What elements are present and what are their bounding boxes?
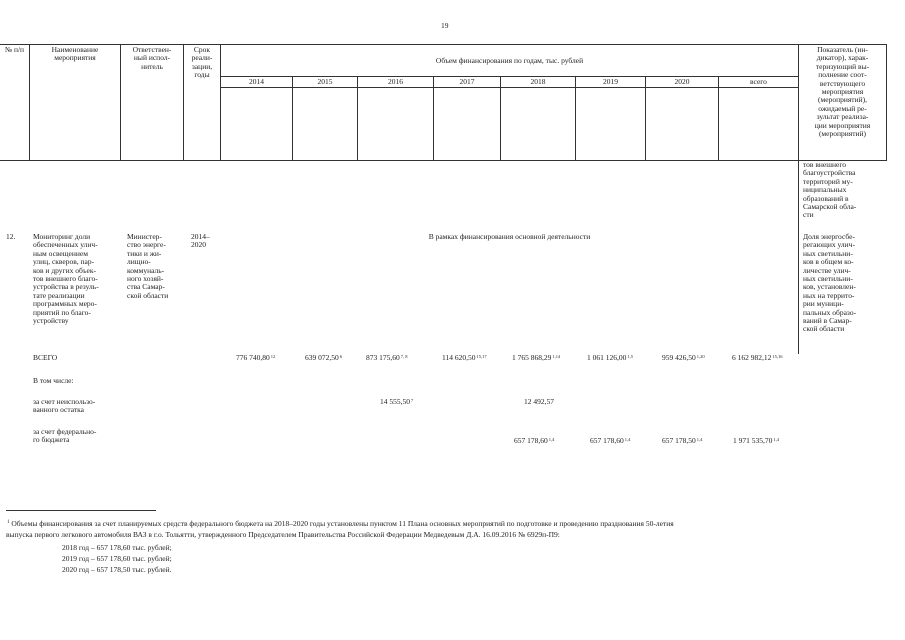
page-number: 19: [441, 21, 449, 30]
header-bottom-border: [0, 160, 887, 161]
header-col-no: № п/п: [4, 45, 25, 54]
total-label: ВСЕГО: [33, 353, 58, 362]
total-2016: 873 175,60$^{7, 8}$: [366, 353, 408, 362]
header-year-2016: 2016: [388, 77, 403, 86]
total-2020: 959 426,50$^{1,20}$: [662, 353, 705, 362]
federal-2018: 657 178,60$^{1,4}$: [514, 436, 555, 445]
unused-balance-label: за счет неиспользо- ванного остатка: [33, 397, 96, 415]
including-label: В том числе:: [33, 376, 74, 385]
col-divider: [886, 44, 887, 160]
footnote-text-line2: выпуска первого легкового автомобиля ВАЗ в г.о. Тольятти, утвержденного Председателем Правительства Российской Федерации Медведевым Д.А. 16.09.2016 № 6929п-П9:: [6, 530, 560, 539]
total-2017: 114 620,50$^{15,17}$: [442, 353, 487, 362]
unused-2016: 14 555,50$^7$: [380, 397, 414, 406]
unused-2018: 12 492,57: [524, 397, 554, 406]
row-term: 2014– 2020: [191, 232, 210, 250]
header-year-2014: 2014: [249, 77, 264, 86]
footnote-line-2020: 2020 год – 657 178,50 тыс. рублей.: [62, 565, 172, 574]
col-divider: [433, 76, 434, 160]
col-divider: [357, 76, 358, 160]
indicator-col-divider: [798, 160, 799, 354]
total-2014: 776 740,80$^{12}$: [236, 353, 276, 362]
row-executor: Министер- ство энерге- тики и жи- лищно- коммуналь- ного хозяй- ства Самар- ской области: [127, 232, 169, 300]
footnote-line-2018: 2018 год – 657 178,60 тыс. рублей;: [62, 543, 172, 552]
header-col-financing: Объем финансирования по годам, тыс. рублей: [435, 56, 584, 65]
header-year-total: всего: [750, 77, 767, 86]
federal-total: 1 971 535,70$^{1,4}$: [733, 436, 779, 445]
footnote-separator: [6, 510, 156, 511]
footnote-text-line1: $^1$ Объемы финансирования за счет планируемых средств федерального бюджета на 2018–2020 годы установлены пунктом 11 Плана основных мероприятий по подготовке и проведению празднования 50-летия: [7, 519, 674, 528]
col-divider: [500, 76, 501, 160]
header-col-indicator: Показатель (ин- дикатор), харак- теризующий вы- полнение соот- ветствующего мероприятия (мероприятий), ожидаемый ре- зультат реализа- ции мероприятия (мероприятий): [814, 45, 871, 139]
header-col-name: Наименование мероприятия: [51, 45, 99, 63]
row-indicator: Доля энергосбе- регающих улич- ных светильни- ков в общем ко- личестве улич- ных светильни- ков, установлен- ных на террито- рии муници- пальных образо- ваний в Самар- ской области: [803, 232, 857, 334]
total-all: 6 162 982,12$^{15,16}$: [732, 353, 783, 362]
total-2015: 639 072,50$^6$: [305, 353, 342, 362]
federal-budget-label: за счет федерально- го бюджета: [33, 427, 97, 445]
header-year-2020: 2020: [674, 77, 690, 86]
col-divider: [292, 76, 293, 160]
header-year-2019: 2019: [603, 77, 618, 86]
row-name: Мониторинг доли обеспеченных улич- ным освещением улиц, скверов, пар- ков и других объек- тов внешнего благо- устройства в резуль- тате реализации программных меро- приятий по благо- устройству: [33, 232, 99, 326]
col-divider: [575, 76, 576, 160]
total-2019: 1 061 126,00$^{1,5}$: [587, 353, 633, 362]
federal-2020: 657 178,50$^{1,4}$: [662, 436, 703, 445]
years-top-border: [220, 76, 798, 77]
federal-2019: 657 178,60$^{1,4}$: [590, 436, 631, 445]
header-col-term: Срок реали- зации, годы: [191, 45, 213, 80]
total-2018: 1 765 868,29$^{1,14}$: [512, 353, 561, 362]
header-year-2018: 2018: [530, 77, 546, 86]
header-year-2017: 2017: [459, 77, 475, 86]
footnote-line-2019: 2019 год – 657 178,60 тыс. рублей;: [62, 554, 172, 563]
years-bottom-border: [220, 87, 798, 88]
header-year-2015: 2015: [317, 77, 333, 86]
col-divider: [645, 76, 646, 160]
header-col-executor: Ответствен- ный испол- нитель: [132, 45, 172, 71]
indicator-continuation: тов внешнего благоустройства территорий му- ниципальных образований в Самарской обла- сти: [803, 160, 857, 220]
row-number: 12.: [6, 232, 16, 241]
col-divider: [718, 76, 719, 160]
row-financing-note: В рамках финансирования основной деятельности: [428, 232, 591, 241]
